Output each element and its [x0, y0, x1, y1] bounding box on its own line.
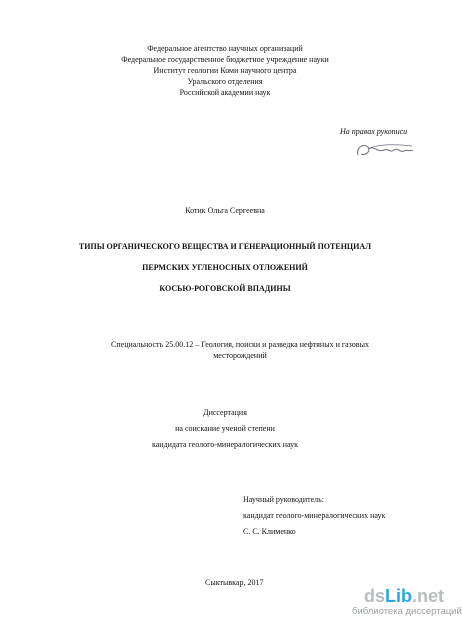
- organization-line: Институт геологии Коми научного центра: [153, 66, 297, 75]
- advisor-line: кандидат геолого-минералогических наук: [243, 511, 386, 520]
- author-name: Котик Ольга Сергеевна: [185, 206, 265, 215]
- organization-line: Российской академии наук: [179, 88, 271, 97]
- dslib-logo: [352, 586, 444, 606]
- title-line: ТИПЫ ОРГАНИЧЕСКОГО ВЕЩЕСТВА И ГЕНЕРАЦИОННЫЙ ПОТЕНЦИАЛ: [78, 242, 372, 251]
- degree-block: [0, 405, 450, 453]
- organization-header: [0, 43, 450, 98]
- advisor-block: [243, 492, 385, 540]
- organization-line: Уральского отделения: [187, 77, 263, 86]
- logo-part-net: .net: [411, 586, 444, 606]
- dissertation-title: [0, 236, 450, 299]
- city-year: Сыктывкар, 2017: [205, 578, 264, 587]
- specialty-text: Специальность 25.00.12 – Геология, поиски и разведка нефтяных и газовых месторождений: [111, 340, 369, 360]
- advisor-line: С. С. Клименко: [243, 527, 296, 536]
- degree-line: кандидата геолого-минералогических наук: [151, 440, 299, 449]
- logo-part-ds: ds: [363, 586, 385, 606]
- title-line: ПЕРМСКИХ УГЛЕНОСНЫХ ОТЛОЖЕНИЙ: [142, 263, 308, 272]
- handwritten-signature: [354, 139, 416, 161]
- watermark-caption: библиотека диссертаций: [352, 606, 462, 617]
- dslib-watermark[interactable]: [352, 586, 462, 630]
- organization-line: Федеральное государственное бюджетное учреждение науки: [121, 55, 329, 64]
- advisor-line: Научный руководитель:: [243, 495, 325, 504]
- degree-line: на соискание ученой степени: [175, 424, 275, 433]
- logo-part-lib: Lib: [384, 586, 412, 606]
- manuscript-note: На правах рукописи: [340, 127, 408, 136]
- title-line: КОСЬЮ-РОГОВСКОЙ ВПАДИНЫ: [159, 284, 291, 293]
- degree-line: Диссертация: [203, 408, 247, 417]
- organization-line: Федеральное агентство научных организаций: [147, 44, 303, 53]
